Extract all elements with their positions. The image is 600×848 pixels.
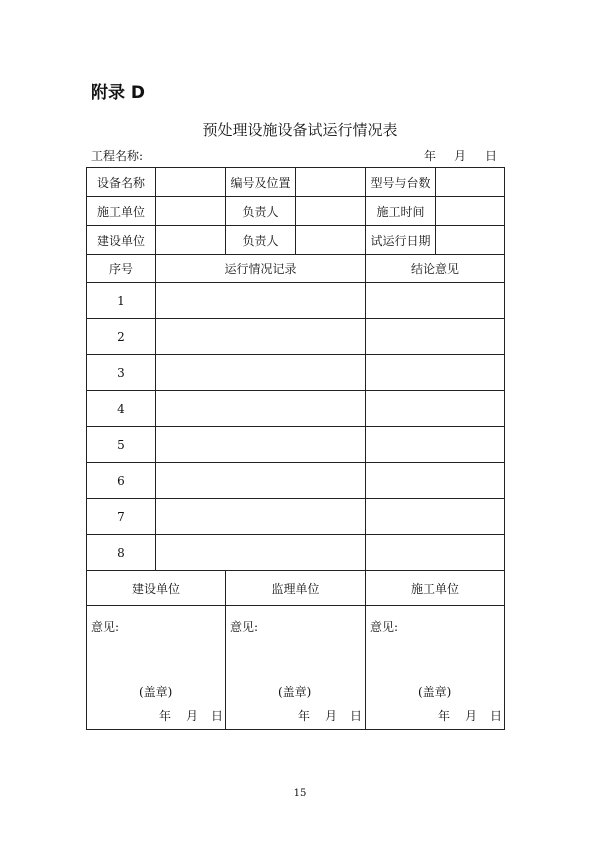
- trial-run-date-label: 试运行日期: [366, 226, 436, 255]
- seq-header: 序号: [87, 255, 156, 283]
- owner-person-label: 负责人: [226, 226, 296, 255]
- date-month: 月: [186, 709, 199, 723]
- record-row: [87, 499, 505, 535]
- construction-unit-value: [156, 197, 226, 226]
- document-title: 预处理设施设备试运行情况表: [202, 121, 398, 139]
- conclusion-cell: [366, 499, 505, 535]
- appendix-label: 附录 D: [91, 83, 146, 103]
- record-cell: [156, 319, 366, 355]
- opinion-label: 意见:: [370, 620, 399, 634]
- opinion-cell-owner: [87, 606, 226, 730]
- record-row: [87, 535, 505, 571]
- party-header-row: [87, 571, 505, 606]
- seq-number: 5: [87, 427, 156, 463]
- record-row: [87, 319, 505, 355]
- construction-unit-label: 施工单位: [87, 197, 156, 226]
- record-cell: [156, 391, 366, 427]
- record-cell: [156, 499, 366, 535]
- equipment-name-label: 设备名称: [87, 168, 156, 197]
- model-quantity-value: [436, 168, 505, 197]
- construction-person-value: [296, 197, 366, 226]
- seq-number: 4: [87, 391, 156, 427]
- page-number: 15: [293, 788, 307, 799]
- record-row: [87, 391, 505, 427]
- conclusion-cell: [366, 427, 505, 463]
- equipment-name-value: [156, 168, 226, 197]
- seq-number: 2: [87, 319, 156, 355]
- party-contractor-header: 施工单位: [366, 571, 505, 606]
- construction-person-label: 负责人: [226, 197, 296, 226]
- date-month: 月: [325, 709, 338, 723]
- owner-person-value: [296, 226, 366, 255]
- trial-run-date-value: [436, 226, 505, 255]
- opinion-cell-supervisor: [226, 606, 366, 730]
- record-cell: [156, 355, 366, 391]
- info-row-owner: [87, 226, 505, 255]
- header-date-year: 年: [424, 149, 437, 163]
- record-row: [87, 355, 505, 391]
- date-year: 年: [438, 709, 451, 723]
- record-header-row: [87, 255, 505, 283]
- record-row: [87, 427, 505, 463]
- record-cell: [156, 535, 366, 571]
- serial-location-value: [296, 168, 366, 197]
- seq-number: 1: [87, 283, 156, 319]
- info-row-construction: [87, 197, 505, 226]
- construction-time-value: [436, 197, 505, 226]
- date-year: 年: [159, 709, 172, 723]
- info-row-equipment: [87, 168, 505, 197]
- record-header: 运行情况记录: [156, 255, 366, 283]
- party-owner-header: 建设单位: [87, 571, 226, 606]
- opinion-row: [87, 606, 505, 730]
- owner-unit-value: [156, 226, 226, 255]
- record-row: [87, 463, 505, 499]
- conclusion-header: 结论意见: [366, 255, 505, 283]
- seal-label: (盖章): [139, 685, 173, 699]
- seq-number: 8: [87, 535, 156, 571]
- owner-unit-label: 建设单位: [87, 226, 156, 255]
- serial-location-label: 编号及位置: [226, 168, 296, 197]
- date-day: 日: [211, 709, 224, 723]
- seq-number: 3: [87, 355, 156, 391]
- seq-number: 6: [87, 463, 156, 499]
- project-name-label: 工程名称:: [91, 149, 144, 163]
- record-row: [87, 283, 505, 319]
- header-date-day: 日: [485, 149, 498, 163]
- construction-time-label: 施工时间: [366, 197, 436, 226]
- opinion-label: 意见:: [230, 620, 259, 634]
- seq-number: 7: [87, 499, 156, 535]
- header-date-month: 月: [454, 149, 467, 163]
- date-month: 月: [465, 709, 478, 723]
- record-cell: [156, 463, 366, 499]
- date-day: 日: [350, 709, 363, 723]
- seal-label: (盖章): [278, 685, 312, 699]
- model-quantity-label: 型号与台数: [366, 168, 436, 197]
- conclusion-cell: [366, 391, 505, 427]
- party-supervisor-header: 监理单位: [226, 571, 366, 606]
- opinion-label: 意见:: [91, 620, 120, 634]
- conclusion-cell: [366, 355, 505, 391]
- conclusion-cell: [366, 283, 505, 319]
- record-cell: [156, 427, 366, 463]
- date-year: 年: [298, 709, 311, 723]
- conclusion-cell: [366, 319, 505, 355]
- conclusion-cell: [366, 535, 505, 571]
- date-day: 日: [490, 709, 503, 723]
- seal-label: (盖章): [418, 685, 452, 699]
- record-cell: [156, 283, 366, 319]
- opinion-cell-contractor: [366, 606, 505, 730]
- trial-run-form-table: [86, 167, 505, 730]
- conclusion-cell: [366, 463, 505, 499]
